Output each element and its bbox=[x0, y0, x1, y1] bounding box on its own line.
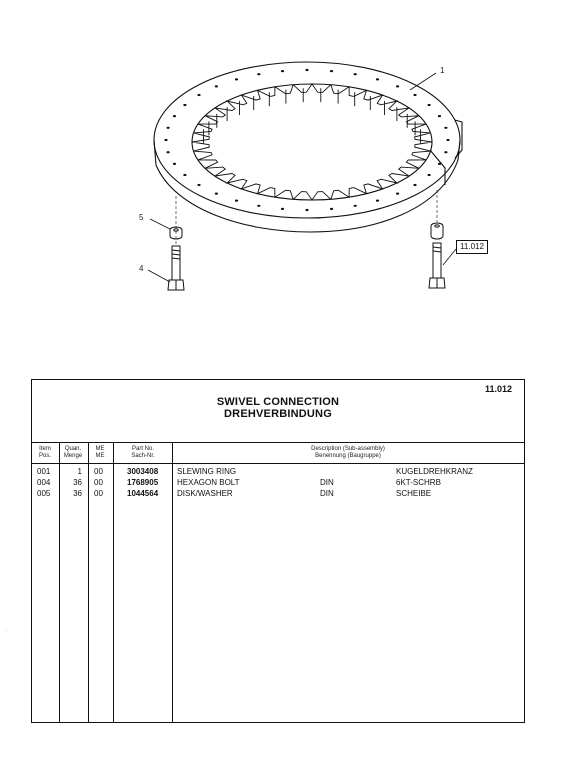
cell-me: 00 bbox=[94, 467, 103, 476]
callout-ring: 1 bbox=[440, 66, 445, 75]
cell-item: 004 bbox=[37, 478, 51, 487]
exploded-view-drawing bbox=[0, 0, 572, 340]
table-row[interactable] bbox=[32, 466, 524, 477]
scan-mark: · bbox=[6, 628, 8, 634]
cell-item: 001 bbox=[37, 467, 51, 476]
cell-quantity: 36 bbox=[73, 489, 82, 498]
header-quantity: Quan. Menge bbox=[63, 446, 83, 459]
cell-standard: DIN bbox=[320, 489, 334, 498]
cell-item: 005 bbox=[37, 489, 51, 498]
ring-outer-edge bbox=[154, 62, 460, 218]
cell-part-no: 1044564 bbox=[127, 489, 159, 498]
parts-list-table bbox=[31, 379, 525, 723]
slewing-ring-illustration bbox=[0, 0, 572, 340]
title-english: SWIVEL CONNECTION bbox=[216, 396, 340, 408]
header-description: Description (Sub-assembly) Benennung (Baugruppe) bbox=[311, 446, 385, 459]
header-me: ME ME bbox=[95, 446, 105, 459]
page-id: 11.012 bbox=[484, 384, 512, 394]
cell-standard: DIN bbox=[320, 478, 334, 487]
cell-description-en: HEXAGON BOLT bbox=[177, 478, 240, 487]
cell-description-en: SLEWING RING bbox=[177, 467, 237, 476]
table-row[interactable] bbox=[32, 488, 524, 499]
cell-description-de: 6KT-SCHRB bbox=[396, 478, 441, 487]
cell-quantity: 1 bbox=[77, 467, 82, 476]
reference-box[interactable]: 11.012 bbox=[456, 240, 488, 254]
ring-teeth bbox=[192, 84, 432, 200]
callout-bolt: 4 bbox=[139, 264, 144, 273]
cell-part-no: 3003408 bbox=[127, 467, 159, 476]
cell-me: 00 bbox=[94, 489, 103, 498]
cell-description-de: KUGELDREHKRANZ bbox=[396, 467, 473, 476]
header-item: Item Pos. bbox=[38, 446, 51, 459]
callout-washer: 5 bbox=[139, 213, 144, 222]
cell-quantity: 36 bbox=[73, 478, 82, 487]
title-german: DREHVERBINDUNG bbox=[224, 408, 332, 420]
cell-me: 00 bbox=[94, 478, 103, 487]
bolt-part bbox=[168, 246, 184, 290]
cell-part-no: 1768905 bbox=[127, 478, 159, 487]
cell-description-de: SCHEIBE bbox=[396, 489, 432, 498]
table-header bbox=[32, 442, 524, 464]
cell-description-en: DISK/WASHER bbox=[177, 489, 233, 498]
header-part-no: Part No. Sach-Nr. bbox=[131, 446, 155, 459]
table-row[interactable] bbox=[32, 477, 524, 488]
